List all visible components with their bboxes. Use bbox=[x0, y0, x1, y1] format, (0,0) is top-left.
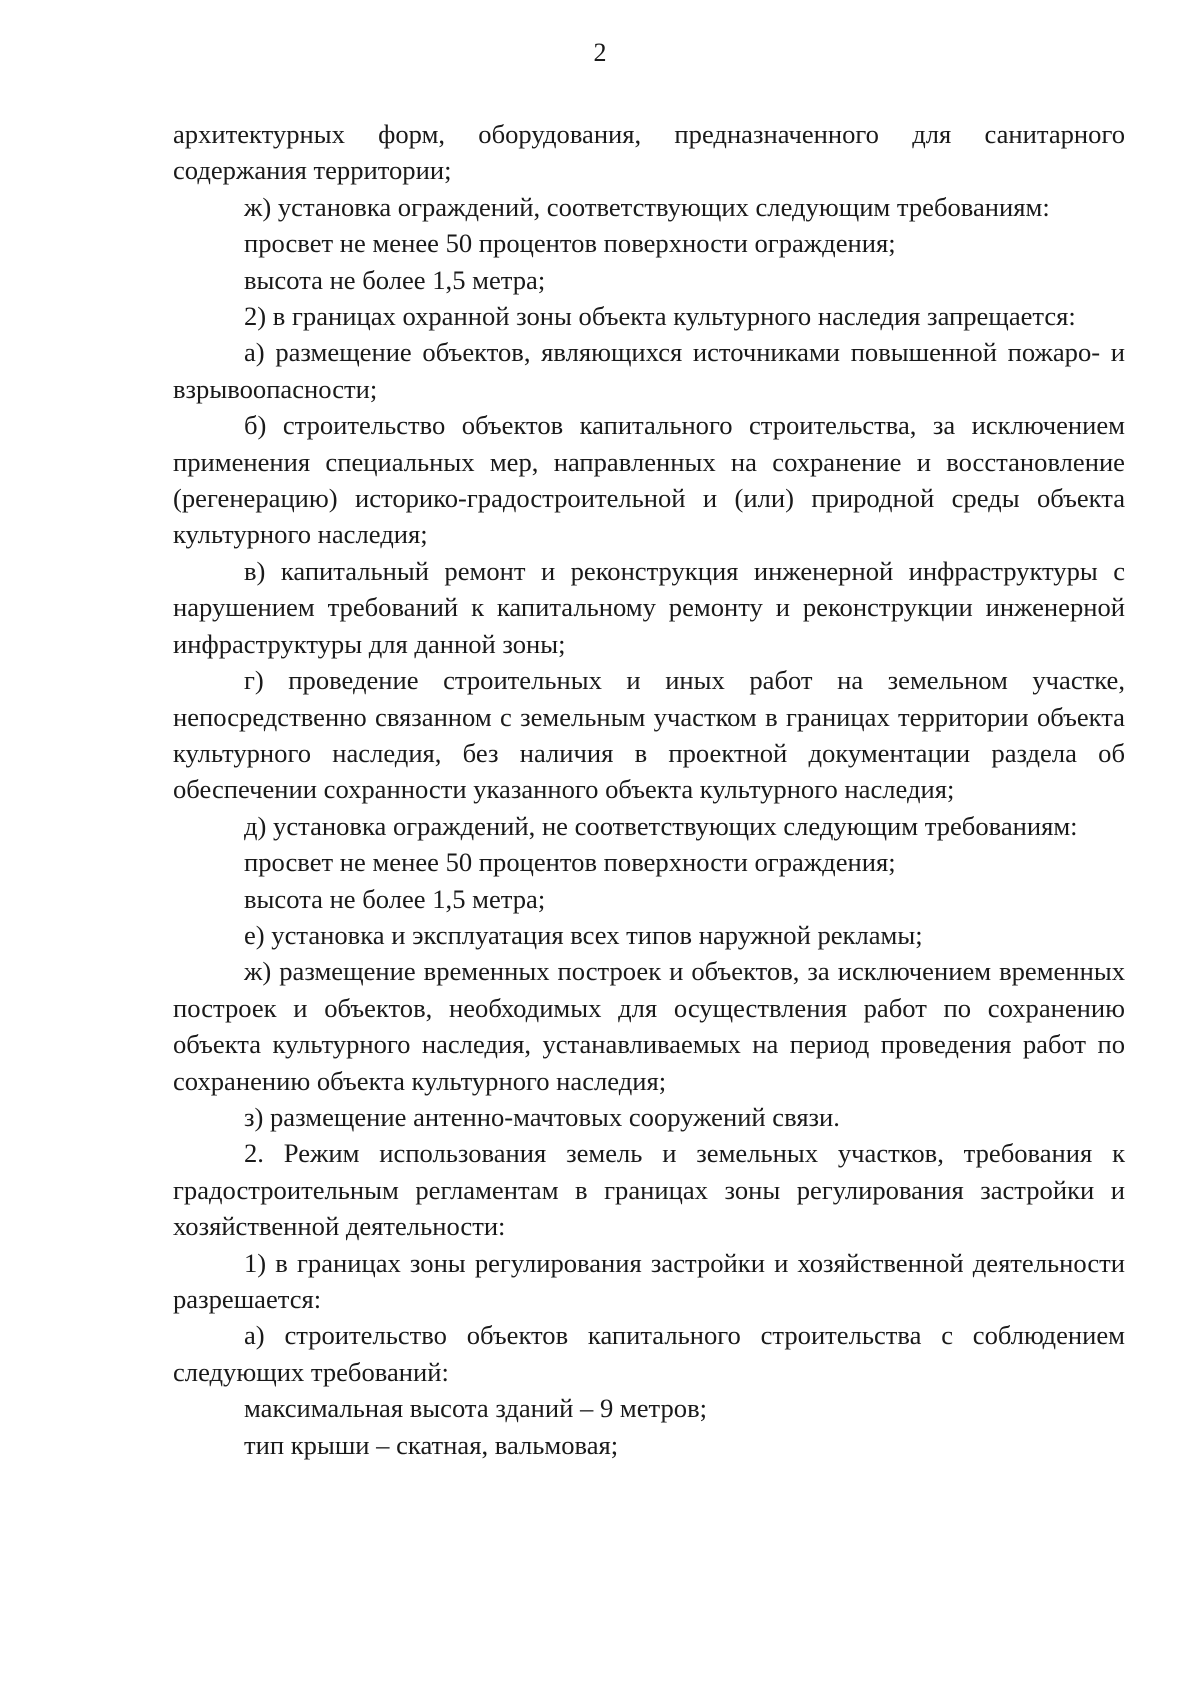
paragraph: ж) размещение временных построек и объектов, за исключением временных построек и объектов, необходимых для осуществления работ по сохранению объекта культурного наследия, устанавливаемых на период проведения работ по сохранению объекта культурного наследия; bbox=[173, 956, 1125, 1096]
paragraph: ж) установка ограждений, соответствующих следующим требованиям: bbox=[244, 191, 1050, 222]
paragraph: высота не более 1,5 метра; bbox=[244, 264, 546, 295]
paragraph: а) размещение объектов, являющихся источниками повышенной пожаро- и взрывоопасности; bbox=[173, 337, 1125, 404]
document-body bbox=[173, 116, 1125, 1463]
paragraph: высота не более 1,5 метра; bbox=[244, 883, 546, 914]
paragraph: д) установка ограждений, не соответствующих следующим требованиям: bbox=[244, 810, 1078, 841]
paragraph: е) установка и эксплуатация всех типов наружной рекламы; bbox=[244, 919, 923, 950]
paragraph: 1) в границах зоны регулирования застройки и хозяйственной деятельности разрешается: bbox=[173, 1247, 1125, 1314]
paragraph: архитектурных форм, оборудования, предназначенного для санитарного содержания территории; bbox=[173, 119, 1125, 186]
paragraph: в) капитальный ремонт и реконструкция инженерной инфраструктуры с нарушением требований к капитальному ремонту и реконструкции инженерной инфраструктуры для данной зоны; bbox=[173, 555, 1125, 659]
paragraph: г) проведение строительных и иных работ на земельном участке, непосредственно связанном с земельным участком в границах территории объекта культурного наследия, без наличия в проектной документации раздела об обеспечении сохранности указанного объекта культурного наследия; bbox=[173, 665, 1125, 805]
page-number: 2 bbox=[593, 38, 607, 67]
paragraph: б) строительство объектов капитального строительства, за исключением применения специальных мер, направленных на сохранение и восстановление (регенерацию) историко-градостроительной и (или) природной среды объекта культурного наследия; bbox=[173, 410, 1125, 550]
paragraph: а) строительство объектов капитального строительства с соблюдением следующих требований: bbox=[173, 1320, 1125, 1387]
paragraph: 2) в границах охранной зоны объекта культурного наследия запрещается: bbox=[244, 301, 1076, 332]
paragraph: просвет не менее 50 процентов поверхности ограждения; bbox=[244, 847, 896, 878]
paragraph: просвет не менее 50 процентов поверхности ограждения; bbox=[244, 228, 896, 259]
paragraph: з) размещение антенно-мачтовых сооружений связи. bbox=[244, 1101, 840, 1132]
paragraph: 2. Режим использования земель и земельных участков, требования к градостроительным регламентам в границах зоны регулирования застройки и хозяйственной деятельности: bbox=[173, 1138, 1125, 1242]
paragraph: тип крыши – скатная, вальмовая; bbox=[244, 1429, 619, 1460]
paragraph: максимальная высота зданий – 9 метров; bbox=[244, 1393, 708, 1424]
